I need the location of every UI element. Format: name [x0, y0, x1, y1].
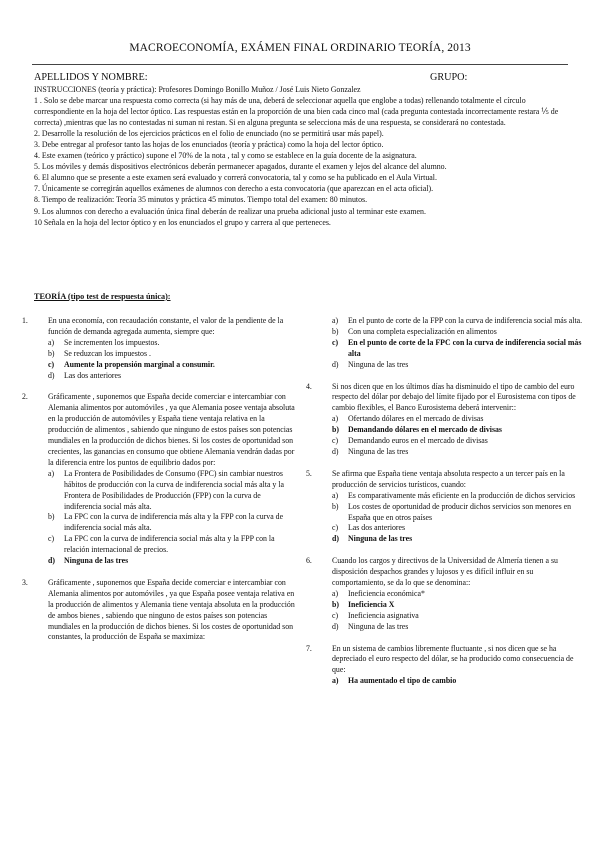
option-b[interactable]: b) La FPC con la curva de indiferencia más alta y la FPP con la curva de indiferencia social más alta. — [48, 512, 284, 533]
instruction-item: 1 . Solo se debe marcar una respuesta como correcta (si hay más de una, deberá de seleccionar aquella que englobe a todas) rellenando totalmente el círculo correspondiente en la hoja del lector óptico. Las respuestas están en la proporción de una bien cada cinco mal (cada pregunta contestada incorrectamente restara ⅕ de correcta) ,mientras que las no contestadas ni suman ni restan. Si en alguna pregunta se selecciona más de una respuesta, se considerará no contestada. — [34, 96, 559, 128]
question-number: 4. — [306, 381, 312, 391]
title-divider — [32, 64, 568, 65]
instruction-item: 10 Señala en la hoja del lector óptico y en los enunciados el grupo y carrera al que perteneces. — [34, 217, 331, 227]
question-number: 3. — [22, 577, 28, 587]
option-c[interactable]: c) Las dos anteriores — [332, 523, 406, 533]
name-label: APELLIDOS Y NOMBRE: — [34, 72, 148, 83]
instruction-item: 6. El alumno que se presente a este examen será evaluado y correrá convocatoria, tal y como se ha publicado en el Aula Virtual. — [34, 173, 437, 183]
instructions-block — [34, 84, 574, 228]
option-c[interactable]: c) Demandando euros en el mercado de divisas — [332, 436, 488, 446]
question-2 — [22, 392, 300, 567]
option-b[interactable]: b) Se reduzcan los impuestos . — [48, 348, 151, 358]
question-text: Gráficamente , suponemos que España decide comerciar e intercambiar con Alemania alimentos por automóviles , ya que Alemania posee ventaja absoluta en la producción de automóviles y España tiene ventaja relativa en la producción de alimentos , sabiendo que ninguno de estos países son potencias mundiales en la producción de dichos bienes. Si los costes de oportunidad son crecientes, las ganancias en consumo que obtiene Alemania vendrán dadas por la diferencia entre los puntos de equilibrio dados por: — [48, 392, 295, 467]
option-d[interactable]: d) Ninguna de las tres — [332, 621, 409, 631]
option-b-correct[interactable]: b) Ineficiencia X — [332, 599, 395, 609]
instruction-item: 5. Los móviles y demás dispositivos electrónicos deberán permanecer apagados, durante el examen y lejos del alcance del alumno. — [34, 162, 447, 172]
option-d-correct[interactable]: d) Ninguna de las tres — [332, 534, 413, 544]
option-c[interactable]: c) La FPC con la curva de indiferencia social más alta y la FPP con la relación internacional de precios. — [48, 534, 275, 555]
option-a[interactable]: a) Ofertando dólares en el mercado de divisas — [332, 414, 484, 424]
section-title: TEORÍA (tipo test de respuesta única): — [34, 292, 171, 301]
instructions-heading: INSTRUCCIONES (teoría y práctica): Profesores Domingo Bonillo Muñoz / José Luis Nieto Gonzalez — [34, 85, 361, 94]
instruction-item: 9. Los alumnos con derecho a evaluación única final deberán de realizar una prueba adicional justo al terminar este examen. — [34, 206, 426, 216]
question-number: 5. — [306, 468, 312, 478]
option-c[interactable]: c) Ineficiencia asignativa — [332, 610, 419, 620]
option-b-correct[interactable]: b) Demandando dólares en el mercado de divisas — [332, 425, 502, 435]
question-number: 6. — [306, 556, 312, 566]
exam-title: MACROECONOMÍA, EXÁMEN FINAL ORDINARIO TEORÍA, 2013 — [129, 42, 471, 54]
instruction-item: 4. Este examen (teórico y práctico) supone el 70% de la nota , tal y como se establece en la guía docente de la asignatura. — [34, 151, 417, 161]
question-number: 1. — [22, 316, 28, 325]
option-c-correct[interactable]: c) Aumente la propensión marginal a consumir. — [48, 359, 215, 369]
question-text: Se afirma que España tiene ventaja absoluta respecto a un tercer país en la producción de servicios turísticos, cuando: — [332, 468, 565, 489]
option-d-correct[interactable]: d) Ninguna de las tres — [48, 556, 129, 566]
question-6 — [306, 556, 588, 632]
option-a[interactable]: a) Se incrementen los impuestos. — [48, 337, 160, 347]
question-7 — [306, 644, 588, 688]
question-text: En un sistema de cambios libremente fluctuante , si nos dicen que se ha depreciado el euro respecto del dólar, se ha producido como consecuencia de que: — [332, 643, 574, 675]
question-text: En una economía, con recaudación constante, el valor de la pendiente de la función de demanda agregada aumenta, siempre que: — [48, 316, 284, 336]
option-c-correct[interactable]: c) En el punto de corte de la FPC con la curva de indiferencia social más alta — [332, 337, 582, 358]
left-column — [22, 316, 300, 643]
group-label: GRUPO: — [430, 72, 468, 83]
option-b[interactable]: b) Con una completa especialización en alimentos — [332, 326, 497, 336]
question-text: Si nos dicen que en los últimos días ha disminuido el tipo de cambio del euro respecto del dólar por debajo del límite fijado por el Eurosistema con tipos de cambio flexibles, el Banco Eurosistema deberá intervenir:: — [332, 381, 576, 413]
question-3-options — [306, 316, 588, 371]
question-text: Cuando los cargos y directivos de la Universidad de Almería tienen a su disposición despachos grandes y lujosos y es difícil influir en su comportamiento, se da lo que se denomina:: — [332, 556, 558, 588]
instruction-item: 7. Únicamente se corregirán aquellos exámenes de alumnos con derecho a esta convocatoria (que aparezcan en el acta oficial). — [34, 184, 434, 194]
instruction-item: 8. Tiempo de realización: Teoría 35 minutos y práctica 45 minutos. Tiempo total del examen: 80 minutos. — [34, 195, 368, 205]
option-a[interactable]: a) Es comparativamente más eficiente en la producción de dichos servicios — [332, 490, 576, 500]
option-d[interactable]: d) Ninguna de las tres — [332, 359, 409, 369]
question-number: 2. — [22, 392, 28, 402]
question-1 — [22, 316, 300, 381]
option-a-correct[interactable]: a) Ha aumentado el tipo de cambio — [332, 676, 457, 686]
question-4 — [306, 382, 588, 458]
question-text: Gráficamente , suponemos que España decide comerciar e intercambiar con Alemania alimentos por automóviles , ya que España posee ventaja relativa en la producción de alimentos y Alemania tiene ventaja absoluta en la producción de ambos bienes , sabiendo que ninguno de estos países son potencias mundiales en la producción de dichos bienes. Si los costes de oportunidad son constantes, la producción de España se maximiza: — [48, 577, 295, 642]
question-5 — [306, 469, 588, 545]
option-a[interactable]: a) En el punto de corte de la FPP con la curva de indiferencia social más alta. — [332, 316, 583, 325]
option-a[interactable]: a) La Frontera de Posibilidades de Consumo (FPC) sin cambiar nuestros hábitos de producción con la curva de indiferencia social más alta y la Frontera de Posibilidades de Producción (FPP) con la curva de indiferencia social más alta. — [48, 468, 284, 511]
right-column — [306, 316, 588, 687]
option-d[interactable]: d) Ninguna de las tres — [332, 446, 409, 456]
option-a[interactable]: a) Ineficiencia económica* — [332, 588, 425, 598]
instruction-item: 2. Desarrolle la resolución de los ejercicios prácticos en el folio de enunciado (no se permitirá usar más papel). — [34, 129, 384, 139]
question-number: 7. — [306, 643, 312, 653]
instruction-item: 3. Debe entregar al profesor tanto las hojas de los enunciados (teoría y práctica) como la hoja del lector óptico. — [34, 140, 384, 150]
option-b[interactable]: b) Los costes de oportunidad de producir dichos servicios son menores en España que en otros países — [332, 501, 572, 522]
question-3 — [22, 578, 300, 643]
option-d[interactable]: d) Las dos anteriores — [48, 370, 122, 380]
